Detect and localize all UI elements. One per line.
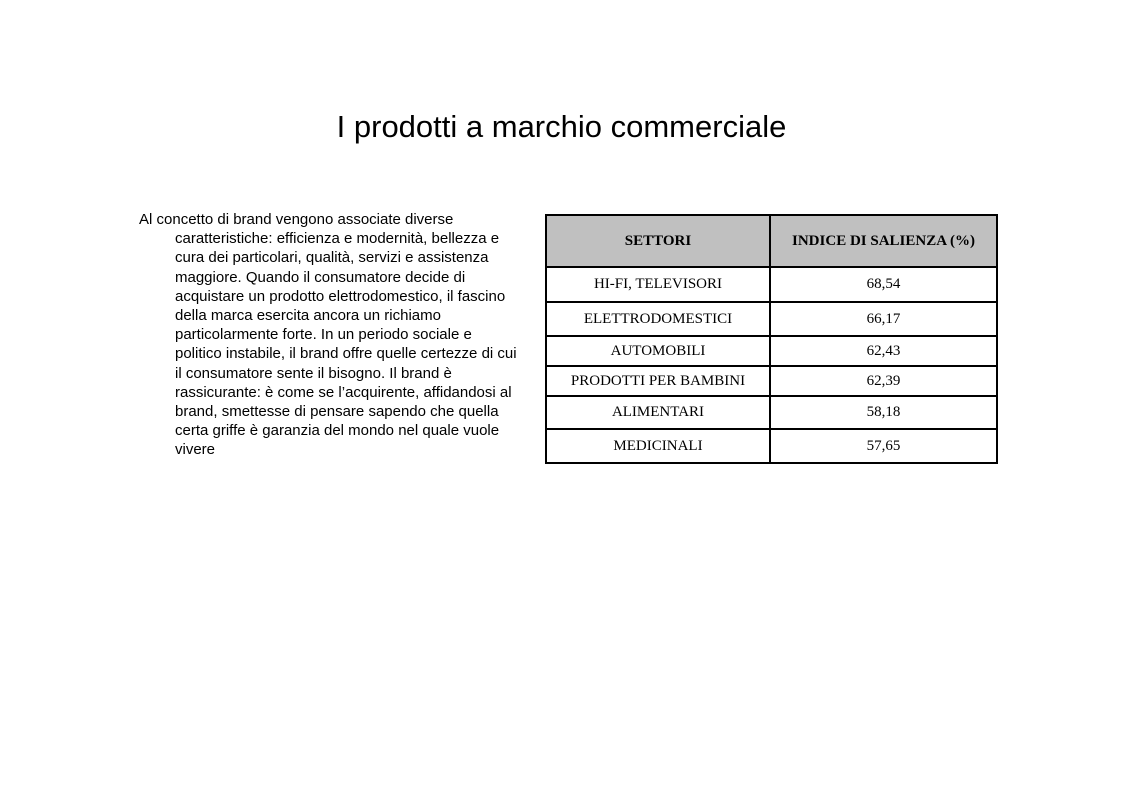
index-cell: 57,65	[770, 429, 997, 463]
table-row	[546, 336, 997, 366]
table-row	[546, 366, 997, 396]
column-header-sectors: SETTORI	[546, 215, 770, 267]
sector-cell: ALIMENTARI	[546, 396, 770, 429]
index-cell: 58,18	[770, 396, 997, 429]
index-cell: 62,39	[770, 366, 997, 396]
table-row	[546, 267, 997, 302]
column-header-salience-index: INDICE DI SALIENZA (%)	[770, 215, 997, 267]
body-paragraph: Al concetto di brand vengono associate diverse caratteristiche: efficienza e modernità, bellezza e cura dei particolari, qualità, servizi e assistenza maggiore. Quando il consumatore decide di acquistare un prodotto elettrodomestico, il fascino della marca esercita ancora un richiamo particolarmente forte. In un periodo sociale e politico instabile, il brand offre quelle certezze di cui il consumatore sente il bisogno. Il brand è rassicurante: è come se l’acquirente, affidandosi al brand, smettesse di pensare sapendo che quella certa griffe è garanzia del mondo nel quale vuole vivere	[139, 211, 517, 459]
sector-cell: HI-FI, TELEVISORI	[546, 267, 770, 302]
table-row	[546, 396, 997, 429]
table-header-row	[546, 215, 997, 267]
page-title: I prodotti a marchio commerciale	[336, 109, 787, 144]
sector-salience-table	[545, 214, 998, 464]
index-cell: 68,54	[770, 267, 997, 302]
sector-cell: MEDICINALI	[546, 429, 770, 463]
sector-cell: PRODOTTI PER BAMBINI	[546, 366, 770, 396]
table-row	[546, 429, 997, 463]
index-cell: 66,17	[770, 302, 997, 336]
table-row	[546, 302, 997, 336]
index-cell: 62,43	[770, 336, 997, 366]
sector-cell: ELETTRODOMESTICI	[546, 302, 770, 336]
sector-cell: AUTOMOBILI	[546, 336, 770, 366]
